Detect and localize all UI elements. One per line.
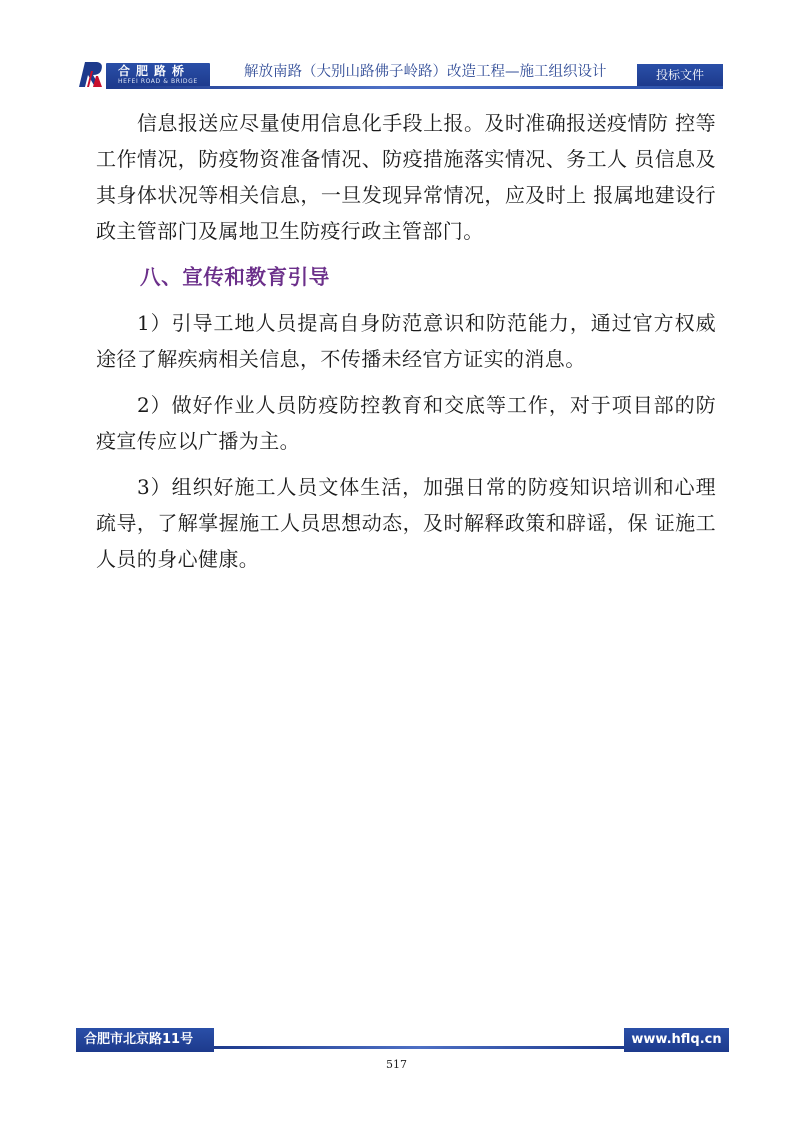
company-logo-box: [106, 63, 210, 87]
footer-divider: [214, 1046, 624, 1049]
intro-paragraph: 信息报送应尽量使用信息化手段上报。及时准确报送疫情防 控等工作情况，防疫物资准备情况、防疫措施落实情况、务工人 员信息及其身体状况等相关信息，一旦发现异常情况，应及时上 报属地建设行政主管部门及属地卫生防疫行政主管部门。: [96, 111, 716, 243]
header-divider: [106, 86, 723, 89]
list-item: 2）做好作业人员防疫防控教育和交底等工作，对于项目部的防疫宣传应以广播为主。: [96, 393, 716, 453]
company-name-cn: 合肥路桥: [118, 64, 191, 78]
document-body: [96, 105, 716, 577]
page-header: [0, 0, 793, 100]
list-item: 3）组织好施工人员文体生活，加强日常的防疫知识培训和心理疏导，了解掌握施工人员思想动态，及时解释政策和辟谣，保 证施工人员的身心健康。: [96, 475, 716, 571]
spacer: [96, 295, 716, 305]
document-title: 解放南路（大别山路佛子岭路）改造工程—施工组织设计: [244, 64, 607, 80]
footer-website: www.hflq.cn: [624, 1028, 729, 1052]
list-item: 1）引导工地人员提高自身防范意识和防范能力，通过官方权威途径了解疾病相关信息，不传播未经官方证实的消息。: [96, 311, 716, 371]
spacer: [96, 459, 716, 469]
hefei-road-bridge-logo-icon: [76, 59, 106, 89]
footer-address: 合肥市北京路11号: [76, 1028, 214, 1052]
page-number: 517: [386, 1058, 407, 1071]
spacer: [96, 249, 716, 259]
spacer: [96, 377, 716, 387]
company-name-en: HEFEI ROAD & BRIDGE: [118, 78, 198, 85]
document-type-badge: 投标文件: [637, 64, 723, 86]
section-heading: 八、宣传和教育引导: [140, 265, 330, 289]
